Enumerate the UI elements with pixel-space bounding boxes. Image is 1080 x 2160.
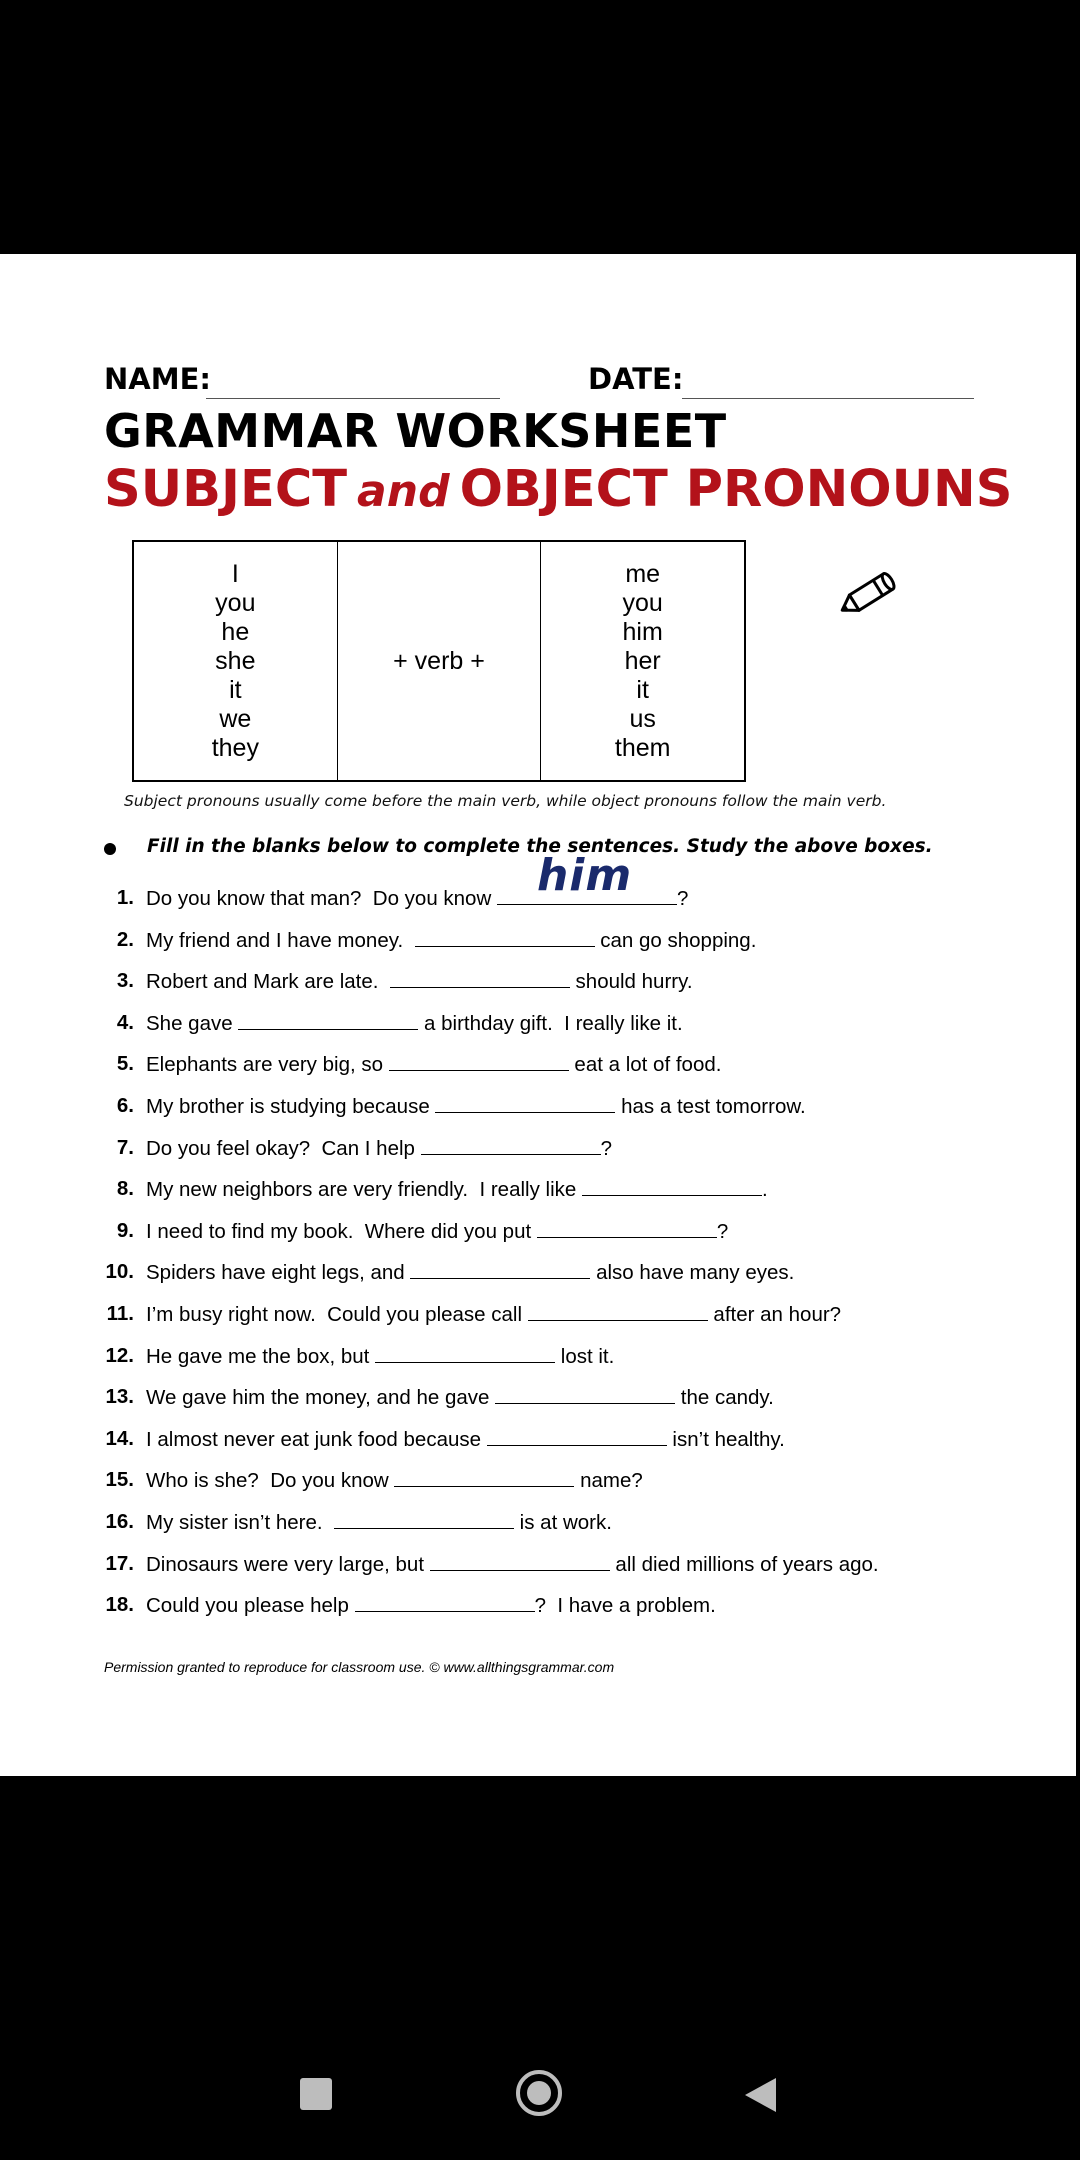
home-inner-dot	[527, 2081, 551, 2105]
exercise-item	[0, 1177, 1000, 1217]
sentence-before-blank: We gave him the money, and he gave	[146, 1386, 496, 1410]
sentence-before-blank: My brother is studying because	[146, 1095, 436, 1118]
exercise-sentence	[146, 1260, 794, 1285]
sentence-before-blank: Spiders have eight legs, and	[146, 1261, 411, 1285]
exercise-number: 3.	[116, 969, 134, 993]
verb-column	[337, 542, 541, 780]
sentence-after-blank: the candy.	[675, 1386, 774, 1410]
exercise-sentence	[146, 928, 756, 953]
answer-blank[interactable]	[537, 1219, 717, 1238]
worksheet-subtitle	[104, 460, 1012, 519]
worksheet-title: GRAMMAR WORKSHEET	[104, 404, 727, 458]
sentence-before-blank: I need to find my book. Where did you put	[146, 1219, 537, 1243]
exercise-item	[0, 1011, 1000, 1051]
pencil-icon	[830, 554, 910, 634]
exercise-item	[0, 1260, 1000, 1300]
exercise-number: 7.	[116, 1135, 134, 1159]
exercise-number: 9.	[116, 1218, 134, 1242]
subject-pronoun-column	[134, 542, 337, 780]
answer-blank[interactable]	[355, 1593, 535, 1612]
sentence-after-blank: ? I have a problem.	[534, 1594, 716, 1618]
exercise-sentence	[146, 1094, 806, 1119]
exercise-number: 6.	[116, 1094, 134, 1117]
exercise-number: 16.	[105, 1510, 134, 1533]
answer-blank[interactable]	[390, 969, 570, 988]
sentence-before-blank: Could you please help	[146, 1594, 355, 1618]
object-pronoun: it	[636, 675, 649, 704]
exercise-number: 12.	[105, 1343, 134, 1367]
object-pronoun: him	[622, 617, 663, 646]
subtitle-and: and	[357, 466, 450, 517]
sentence-before-blank: Robert and Mark are late.	[146, 970, 390, 994]
exercise-sentence	[146, 1427, 785, 1452]
exercise-sentence	[146, 1011, 683, 1036]
permission-footer: Permission granted to reproduce for classroom use. © www.allthingsgrammar.com	[104, 1659, 615, 1675]
exercise-item	[0, 1219, 1000, 1259]
exercise-number: 8.	[116, 1177, 134, 1201]
answer-blank[interactable]	[528, 1302, 708, 1321]
object-pronoun: me	[625, 559, 661, 588]
exercise-item	[0, 1052, 1000, 1092]
exercise-number: 15.	[105, 1468, 134, 1492]
subject-pronoun: I	[231, 559, 239, 588]
exercise-number: 10.	[105, 1260, 134, 1284]
sentence-after-blank: is at work.	[513, 1511, 612, 1534]
pronoun-note: Subject pronouns usually come before the main verb, while object pronouns follow the main verb.	[124, 792, 887, 810]
answer-blank[interactable]	[435, 1094, 615, 1113]
exercise-number: 11.	[106, 1302, 134, 1325]
date-blank-line	[682, 398, 974, 399]
sentence-after-blank: a birthday gift. I really like it.	[418, 1011, 683, 1035]
sentence-after-blank: after an hour?	[707, 1303, 842, 1326]
exercise-sentence	[146, 969, 693, 994]
exercise-sentence	[146, 1136, 612, 1161]
sentence-before-blank: Dinosaurs were very large, but	[146, 1552, 430, 1576]
answer-blank[interactable]	[375, 1344, 555, 1363]
sentence-before-blank: I’m busy right now. Could you please call	[146, 1303, 528, 1326]
handwritten-answer: him	[536, 850, 633, 901]
worksheet-page[interactable]	[0, 254, 1076, 1776]
back-triangle-icon[interactable]	[742, 2076, 778, 2114]
exercise-sentence	[146, 1468, 643, 1493]
object-pronoun-column	[540, 542, 744, 780]
sentence-before-blank: My sister isn’t here.	[146, 1511, 334, 1534]
sentence-before-blank: I almost never eat junk food because	[146, 1427, 487, 1451]
sentence-after-blank: also have many eyes.	[590, 1261, 795, 1285]
exercise-item	[0, 1344, 1000, 1384]
exercise-item	[0, 1468, 1000, 1508]
exercise-number: 1.	[116, 886, 134, 909]
object-pronoun: you	[622, 588, 663, 617]
exercise-sentence	[146, 1302, 841, 1327]
sentence-before-blank: Elephants are very big, so	[146, 1053, 389, 1077]
exercise-number: 17.	[105, 1551, 134, 1575]
exercise-sentence	[146, 1385, 774, 1410]
exercise-item	[0, 1136, 1000, 1176]
pronoun-table	[132, 540, 746, 782]
answer-blank[interactable]	[497, 850, 677, 905]
sentence-after-blank: eat a lot of food.	[568, 1053, 722, 1077]
object-pronoun: us	[629, 704, 656, 733]
sentence-after-blank: can go shopping.	[594, 928, 757, 952]
answer-blank[interactable]	[394, 1468, 574, 1487]
sentence-after-blank: lost it.	[555, 1344, 615, 1368]
sentence-after-blank: should hurry.	[569, 970, 693, 994]
sentence-after-blank: all died millions of years ago.	[609, 1552, 879, 1576]
sentence-after-blank: has a test tomorrow.	[615, 1095, 806, 1118]
answer-blank[interactable]	[410, 1260, 590, 1279]
exercise-item	[0, 1427, 1000, 1467]
subject-pronoun: he	[221, 617, 250, 646]
answer-blank[interactable]	[582, 1177, 762, 1196]
exercise-item	[0, 1593, 1000, 1633]
answer-blank[interactable]	[430, 1552, 610, 1571]
exercise-number: 2.	[116, 927, 134, 951]
exercise-sentence	[146, 1593, 716, 1618]
exercise-item	[0, 1094, 1000, 1134]
subject-pronoun: you	[215, 588, 256, 617]
name-blank-line	[206, 398, 500, 399]
answer-blank[interactable]	[421, 1136, 601, 1155]
exercise-number: 4.	[116, 1010, 134, 1034]
exercise-number: 5.	[116, 1052, 134, 1076]
answer-blank[interactable]	[238, 1011, 418, 1030]
exercise-item	[0, 1385, 1000, 1425]
sentence-before-blank: He gave me the box, but	[146, 1344, 376, 1368]
exercise-item	[0, 928, 1000, 968]
exercise-sentence	[146, 1177, 768, 1202]
sentence-after-blank: name?	[574, 1469, 643, 1493]
exercise-number: 18.	[105, 1593, 134, 1617]
home-circle-icon[interactable]	[516, 2070, 562, 2116]
sentence-before-blank: Do you know that man? Do you know	[146, 887, 497, 910]
answer-blank[interactable]	[389, 1052, 569, 1071]
date-label: DATE:	[588, 362, 684, 396]
instruction-text: Fill in the blanks below to complete the sentences. Study the above boxes.	[147, 836, 933, 857]
bullet-point	[104, 843, 116, 855]
android-nav-bar	[0, 2040, 1080, 2150]
answer-blank[interactable]	[487, 1427, 667, 1446]
sentence-after-blank: ?	[600, 1136, 613, 1160]
object-pronoun: her	[624, 646, 661, 675]
exercise-item	[0, 969, 1000, 1009]
exercise-sentence	[146, 1219, 728, 1244]
answer-blank[interactable]	[495, 1385, 675, 1404]
exercise-sentence	[146, 850, 689, 911]
subject-pronoun: we	[219, 704, 252, 733]
subtitle-subject: SUBJECT	[104, 460, 348, 519]
subject-pronoun: it	[229, 675, 242, 704]
exercise-sentence	[146, 1552, 879, 1577]
exercise-sentence	[146, 1510, 612, 1535]
answer-blank[interactable]	[415, 928, 595, 947]
exercise-number: 14.	[105, 1426, 134, 1450]
exercise-number: 13.	[105, 1385, 134, 1409]
subtitle-object-pronouns: OBJECT PRONOUNS	[459, 460, 1013, 519]
exercise-sentence	[146, 1344, 614, 1369]
verb-label: + verb +	[393, 646, 485, 675]
sentence-before-blank: She gave	[146, 1011, 239, 1035]
name-date-header	[104, 362, 974, 402]
sentence-after-blank: ?	[676, 887, 689, 910]
exercise-item	[0, 1302, 1000, 1342]
object-pronoun: them	[614, 733, 671, 762]
sentence-after-blank: ?	[716, 1219, 729, 1243]
name-label: NAME:	[104, 362, 211, 396]
exercise-item	[0, 1552, 1000, 1592]
exercise-sentence	[146, 1052, 721, 1077]
exercise-item	[0, 850, 1000, 926]
subject-pronoun: she	[215, 646, 256, 675]
sentence-before-blank: My friend and I have money.	[146, 928, 415, 952]
sentence-after-blank: .	[762, 1178, 768, 1202]
subject-pronoun: they	[211, 733, 259, 762]
exercise-item	[0, 1510, 1000, 1550]
answer-blank[interactable]	[334, 1510, 514, 1529]
sentence-before-blank: Who is she? Do you know	[146, 1469, 395, 1493]
recents-square-icon[interactable]	[300, 2078, 332, 2110]
sentence-before-blank: Do you feel okay? Can I help	[146, 1136, 421, 1160]
sentence-after-blank: isn’t healthy.	[666, 1427, 785, 1451]
sentence-before-blank: My new neighbors are very friendly. I really like	[146, 1178, 582, 1202]
